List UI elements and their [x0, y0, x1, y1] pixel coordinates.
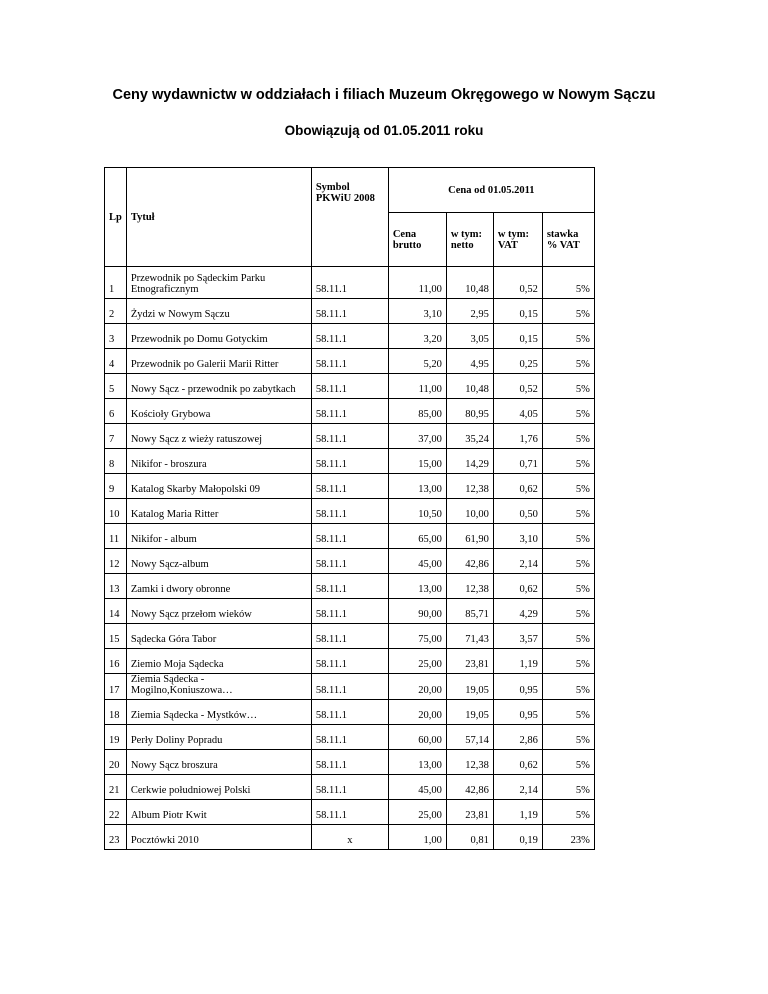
cell-title: Ziemio Moja Sądecka — [126, 649, 311, 674]
cell-netto: 2,95 — [446, 299, 493, 324]
table-row — [105, 674, 595, 700]
header-lp: Lp — [105, 168, 127, 267]
cell-vat: 1,19 — [493, 649, 542, 674]
cell-title: Nowy Sącz - przewodnik po zabytkach — [126, 374, 311, 399]
header-title: Tytuł — [126, 168, 311, 267]
cell-netto: 10,00 — [446, 499, 493, 524]
cell-lp: 10 — [105, 499, 127, 524]
cell-netto: 10,48 — [446, 267, 493, 299]
cell-symbol: 58.11.1 — [311, 374, 388, 399]
table-row — [105, 324, 595, 349]
cell-vat: 0,50 — [493, 499, 542, 524]
cell-brutto: 45,00 — [388, 775, 446, 800]
cell-symbol: 58.11.1 — [311, 599, 388, 624]
cell-lp: 16 — [105, 649, 127, 674]
table-row — [105, 499, 595, 524]
cell-brutto: 45,00 — [388, 549, 446, 574]
table-row — [105, 399, 595, 424]
cell-vat: 0,52 — [493, 267, 542, 299]
header-netto: w tym: netto — [446, 213, 493, 267]
cell-symbol: 58.11.1 — [311, 549, 388, 574]
cell-rate: 23% — [542, 825, 594, 850]
cell-rate: 5% — [542, 474, 594, 499]
cell-brutto: 75,00 — [388, 624, 446, 649]
cell-symbol: 58.11.1 — [311, 574, 388, 599]
cell-rate: 5% — [542, 775, 594, 800]
cell-rate: 5% — [542, 725, 594, 750]
cell-vat: 1,19 — [493, 800, 542, 825]
cell-rate: 5% — [542, 399, 594, 424]
document-title: Ceny wydawnictw w oddziałach i filiach Muzeum Okręgowego w Nowym Sączu — [112, 87, 656, 103]
cell-brutto: 3,20 — [388, 324, 446, 349]
cell-rate: 5% — [542, 700, 594, 725]
cell-netto: 85,71 — [446, 599, 493, 624]
table-row — [105, 750, 595, 775]
cell-lp: 18 — [105, 700, 127, 725]
cell-netto: 12,38 — [446, 574, 493, 599]
cell-title: Przewodnik po Domu Gotyckim — [126, 324, 311, 349]
cell-brutto: 3,10 — [388, 299, 446, 324]
cell-netto: 14,29 — [446, 449, 493, 474]
cell-rate: 5% — [542, 349, 594, 374]
cell-netto: 10,48 — [446, 374, 493, 399]
cell-lp: 11 — [105, 524, 127, 549]
cell-rate: 5% — [542, 599, 594, 624]
cell-title: Perły Doliny Popradu — [126, 725, 311, 750]
cell-brutto: 60,00 — [388, 725, 446, 750]
table-row — [105, 700, 595, 725]
cell-rate: 5% — [542, 549, 594, 574]
cell-lp: 8 — [105, 449, 127, 474]
table-row — [105, 825, 595, 850]
cell-rate: 5% — [542, 499, 594, 524]
cell-vat: 0,95 — [493, 674, 542, 700]
table-row — [105, 649, 595, 674]
cell-vat: 2,86 — [493, 725, 542, 750]
cell-title: Ziemia Sądecka - Mystków… — [126, 700, 311, 725]
cell-brutto: 5,20 — [388, 349, 446, 374]
header-symbol: Symbol PKWiU 2008 — [311, 168, 388, 267]
table-row — [105, 374, 595, 399]
table-row — [105, 725, 595, 750]
cell-title: Zamki i dwory obronne — [126, 574, 311, 599]
cell-title: Album Piotr Kwit — [126, 800, 311, 825]
cell-netto: 12,38 — [446, 750, 493, 775]
cell-netto: 35,24 — [446, 424, 493, 449]
cell-netto: 12,38 — [446, 474, 493, 499]
table-row — [105, 449, 595, 474]
cell-symbol: 58.11.1 — [311, 649, 388, 674]
cell-rate: 5% — [542, 524, 594, 549]
cell-symbol: 58.11.1 — [311, 299, 388, 324]
cell-brutto: 37,00 — [388, 424, 446, 449]
cell-brutto: 15,00 — [388, 449, 446, 474]
header-vat: w tym: VAT — [493, 213, 542, 267]
cell-vat: 0,62 — [493, 574, 542, 599]
cell-lp: 7 — [105, 424, 127, 449]
cell-symbol: 58.11.1 — [311, 775, 388, 800]
cell-rate: 5% — [542, 574, 594, 599]
cell-netto: 3,05 — [446, 324, 493, 349]
cell-brutto: 11,00 — [388, 267, 446, 299]
table-row — [105, 775, 595, 800]
table-row — [105, 574, 595, 599]
cell-lp: 21 — [105, 775, 127, 800]
table-row — [105, 624, 595, 649]
cell-lp: 3 — [105, 324, 127, 349]
cell-lp: 23 — [105, 825, 127, 850]
cell-brutto: 10,50 — [388, 499, 446, 524]
cell-vat: 3,57 — [493, 624, 542, 649]
header-price-group: Cena od 01.05.2011 — [388, 168, 594, 213]
cell-title: Sądecka Góra Tabor — [126, 624, 311, 649]
cell-vat: 2,14 — [493, 775, 542, 800]
cell-brutto: 85,00 — [388, 399, 446, 424]
table-row — [105, 299, 595, 324]
cell-vat: 0,62 — [493, 750, 542, 775]
cell-brutto: 65,00 — [388, 524, 446, 549]
cell-lp: 13 — [105, 574, 127, 599]
cell-netto: 42,86 — [446, 549, 493, 574]
cell-symbol: x — [311, 825, 388, 850]
cell-vat: 0,25 — [493, 349, 542, 374]
cell-brutto: 11,00 — [388, 374, 446, 399]
cell-lp: 15 — [105, 624, 127, 649]
cell-symbol: 58.11.1 — [311, 449, 388, 474]
cell-vat: 4,05 — [493, 399, 542, 424]
cell-rate: 5% — [542, 649, 594, 674]
cell-title: Przewodnik po Galerii Marii Ritter — [126, 349, 311, 374]
table-row — [105, 424, 595, 449]
cell-rate: 5% — [542, 424, 594, 449]
cell-title: Nikifor - album — [126, 524, 311, 549]
cell-symbol: 58.11.1 — [311, 725, 388, 750]
header-brutto: Cena brutto — [388, 213, 446, 267]
cell-lp: 22 — [105, 800, 127, 825]
price-table — [104, 167, 595, 850]
cell-lp: 19 — [105, 725, 127, 750]
cell-brutto: 13,00 — [388, 574, 446, 599]
cell-symbol: 58.11.1 — [311, 800, 388, 825]
cell-lp: 14 — [105, 599, 127, 624]
cell-netto: 71,43 — [446, 624, 493, 649]
cell-rate: 5% — [542, 374, 594, 399]
cell-lp: 4 — [105, 349, 127, 374]
cell-title: Nowy Sącz z wieży ratuszowej — [126, 424, 311, 449]
cell-netto: 23,81 — [446, 649, 493, 674]
cell-symbol: 58.11.1 — [311, 750, 388, 775]
cell-title: Żydzi w Nowym Sączu — [126, 299, 311, 324]
cell-vat: 0,52 — [493, 374, 542, 399]
cell-netto: 80,95 — [446, 399, 493, 424]
cell-title: Katalog Skarby Małopolski 09 — [126, 474, 311, 499]
cell-title: Nowy Sącz broszura — [126, 750, 311, 775]
cell-netto: 61,90 — [446, 524, 493, 549]
cell-vat: 4,29 — [493, 599, 542, 624]
cell-rate: 5% — [542, 624, 594, 649]
cell-title: Nowy Sącz-album — [126, 549, 311, 574]
table-row — [105, 474, 595, 499]
cell-rate: 5% — [542, 324, 594, 349]
cell-brutto: 1,00 — [388, 825, 446, 850]
cell-title: Pocztówki 2010 — [126, 825, 311, 850]
cell-rate: 5% — [542, 674, 594, 700]
cell-symbol: 58.11.1 — [311, 267, 388, 299]
cell-lp: 5 — [105, 374, 127, 399]
cell-symbol: 58.11.1 — [311, 399, 388, 424]
cell-brutto: 90,00 — [388, 599, 446, 624]
cell-netto: 23,81 — [446, 800, 493, 825]
cell-rate: 5% — [542, 800, 594, 825]
cell-symbol: 58.11.1 — [311, 700, 388, 725]
cell-lp: 6 — [105, 399, 127, 424]
cell-netto: 42,86 — [446, 775, 493, 800]
cell-symbol: 58.11.1 — [311, 474, 388, 499]
cell-netto: 0,81 — [446, 825, 493, 850]
cell-symbol: 58.11.1 — [311, 324, 388, 349]
table-row — [105, 349, 595, 374]
cell-lp: 1 — [105, 267, 127, 299]
cell-vat: 1,76 — [493, 424, 542, 449]
cell-lp: 17 — [105, 674, 127, 700]
cell-vat: 3,10 — [493, 524, 542, 549]
cell-netto: 19,05 — [446, 700, 493, 725]
cell-netto: 57,14 — [446, 725, 493, 750]
table-row — [105, 800, 595, 825]
cell-rate: 5% — [542, 267, 594, 299]
cell-lp: 2 — [105, 299, 127, 324]
cell-symbol: 58.11.1 — [311, 624, 388, 649]
cell-vat: 0,15 — [493, 299, 542, 324]
document-subtitle: Obowiązują od 01.05.2011 roku — [284, 123, 484, 138]
cell-vat: 0,19 — [493, 825, 542, 850]
cell-title: Przewodnik po Sądeckim Parku Etnograficznym — [126, 267, 311, 299]
cell-symbol: 58.11.1 — [311, 349, 388, 374]
cell-symbol: 58.11.1 — [311, 499, 388, 524]
cell-rate: 5% — [542, 299, 594, 324]
cell-title: Ziemia Sądecka - Mogilno,Koniuszowa… — [126, 674, 311, 700]
cell-netto: 19,05 — [446, 674, 493, 700]
cell-title: Nowy Sącz przełom wieków — [126, 599, 311, 624]
cell-brutto: 13,00 — [388, 474, 446, 499]
cell-symbol: 58.11.1 — [311, 674, 388, 700]
table-row — [105, 549, 595, 574]
cell-rate: 5% — [542, 750, 594, 775]
cell-brutto: 13,00 — [388, 750, 446, 775]
cell-lp: 20 — [105, 750, 127, 775]
cell-vat: 0,15 — [493, 324, 542, 349]
cell-brutto: 20,00 — [388, 700, 446, 725]
cell-title: Nikifor - broszura — [126, 449, 311, 474]
cell-vat: 0,71 — [493, 449, 542, 474]
cell-symbol: 58.11.1 — [311, 424, 388, 449]
table-row — [105, 524, 595, 549]
table-row — [105, 599, 595, 624]
cell-vat: 2,14 — [493, 549, 542, 574]
cell-title: Kościoły Grybowa — [126, 399, 311, 424]
cell-lp: 9 — [105, 474, 127, 499]
cell-rate: 5% — [542, 449, 594, 474]
cell-title: Cerkwie południowej Polski — [126, 775, 311, 800]
cell-vat: 0,95 — [493, 700, 542, 725]
header-rate: stawka % VAT — [542, 213, 594, 267]
cell-lp: 12 — [105, 549, 127, 574]
cell-brutto: 25,00 — [388, 649, 446, 674]
cell-brutto: 20,00 — [388, 674, 446, 700]
cell-netto: 4,95 — [446, 349, 493, 374]
cell-brutto: 25,00 — [388, 800, 446, 825]
cell-title: Katalog Maria Ritter — [126, 499, 311, 524]
table-row — [105, 267, 595, 299]
cell-symbol: 58.11.1 — [311, 524, 388, 549]
cell-vat: 0,62 — [493, 474, 542, 499]
